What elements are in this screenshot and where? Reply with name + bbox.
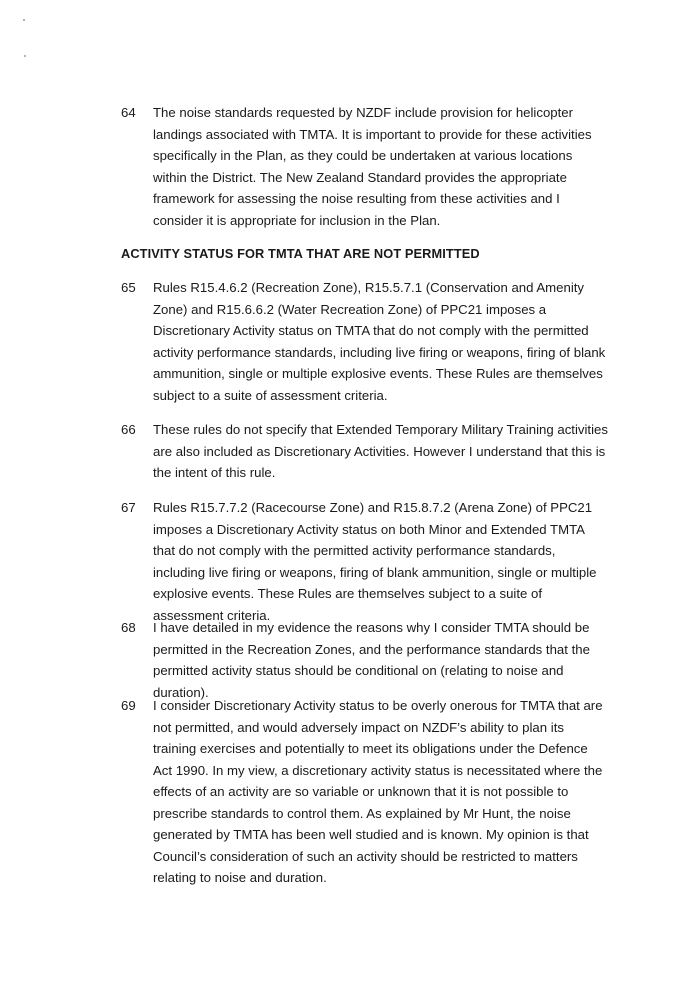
scan-speck: [23, 19, 25, 21]
paragraph-number: 65: [121, 280, 136, 295]
paragraph-number: 64: [121, 105, 136, 120]
paragraph-text: Rules R15.4.6.2 (Recreation Zone), R15.5.7.1 (Conservation and Amenity Zone) and R15.6.6.2 (Water Recreation Zone) of PPC21 imposes a Discretionary Activity status on TMTA that do not comply with the permitted activity performance standards, including live firing or weapons, firing of blank ammunition, single or multiple explosive events. These Rules are themselves subject to a suite of assessment criteria.: [153, 280, 606, 403]
paragraph-text: I consider Discretionary Activity status to be overly onerous for TMTA that are not permitted, and would adversely impact on NZDF’s ability to plan its training exercises and potentially to meet its obligations under the Defence Act 1990. In my view, a discretionary activity status is necessitated where the effects of an activity are so variable or unknown that it is not possible to prescribe standards to control them. As explained by Mr Hunt, the noise generated by TMTA has been well studied and is known. My opinion is that Council’s consideration of such an activity should be restricted to matters relating to noise and duration.: [153, 698, 603, 885]
section-heading: ACTIVITY STATUS FOR TMTA THAT ARE NOT PERMITTED: [121, 246, 480, 261]
paragraph-number: 67: [121, 500, 136, 515]
paragraph-number: 69: [121, 698, 136, 713]
paragraph-text: Rules R15.7.7.2 (Racecourse Zone) and R15.8.7.2 (Arena Zone) of PPC21 imposes a Discretionary Activity status on both Minor and Extended TMTA that do not comply with the permitted activity performance standards, including live firing or weapons, firing of blank ammunition, single or multiple explosive events. These Rules are themselves subject to a suite of assessment criteria.: [153, 500, 597, 623]
paragraph-text: These rules do not specify that Extended Temporary Military Training activities are also included as Discretionary Activities. However I understand that this is the intent of this rule.: [153, 422, 608, 480]
paragraph-number: 66: [121, 422, 136, 437]
paragraph-number: 68: [121, 620, 136, 635]
paragraph-text: I have detailed in my evidence the reasons why I consider TMTA should be permitted in the Recreation Zones, and the performance standards that the permitted activity status should be conditional on (relating to noise and duration).: [153, 620, 590, 700]
paragraph-text: The noise standards requested by NZDF include provision for helicopter landings associated with TMTA. It is important to provide for these activities specifically in the Plan, as they could be undertaken at various locations within the District. The New Zealand Standard provides the appropriate framework for assessing the noise resulting from these activities and I consider it is appropriate for inclusion in the Plan.: [153, 105, 592, 228]
scan-speck: [24, 55, 26, 57]
